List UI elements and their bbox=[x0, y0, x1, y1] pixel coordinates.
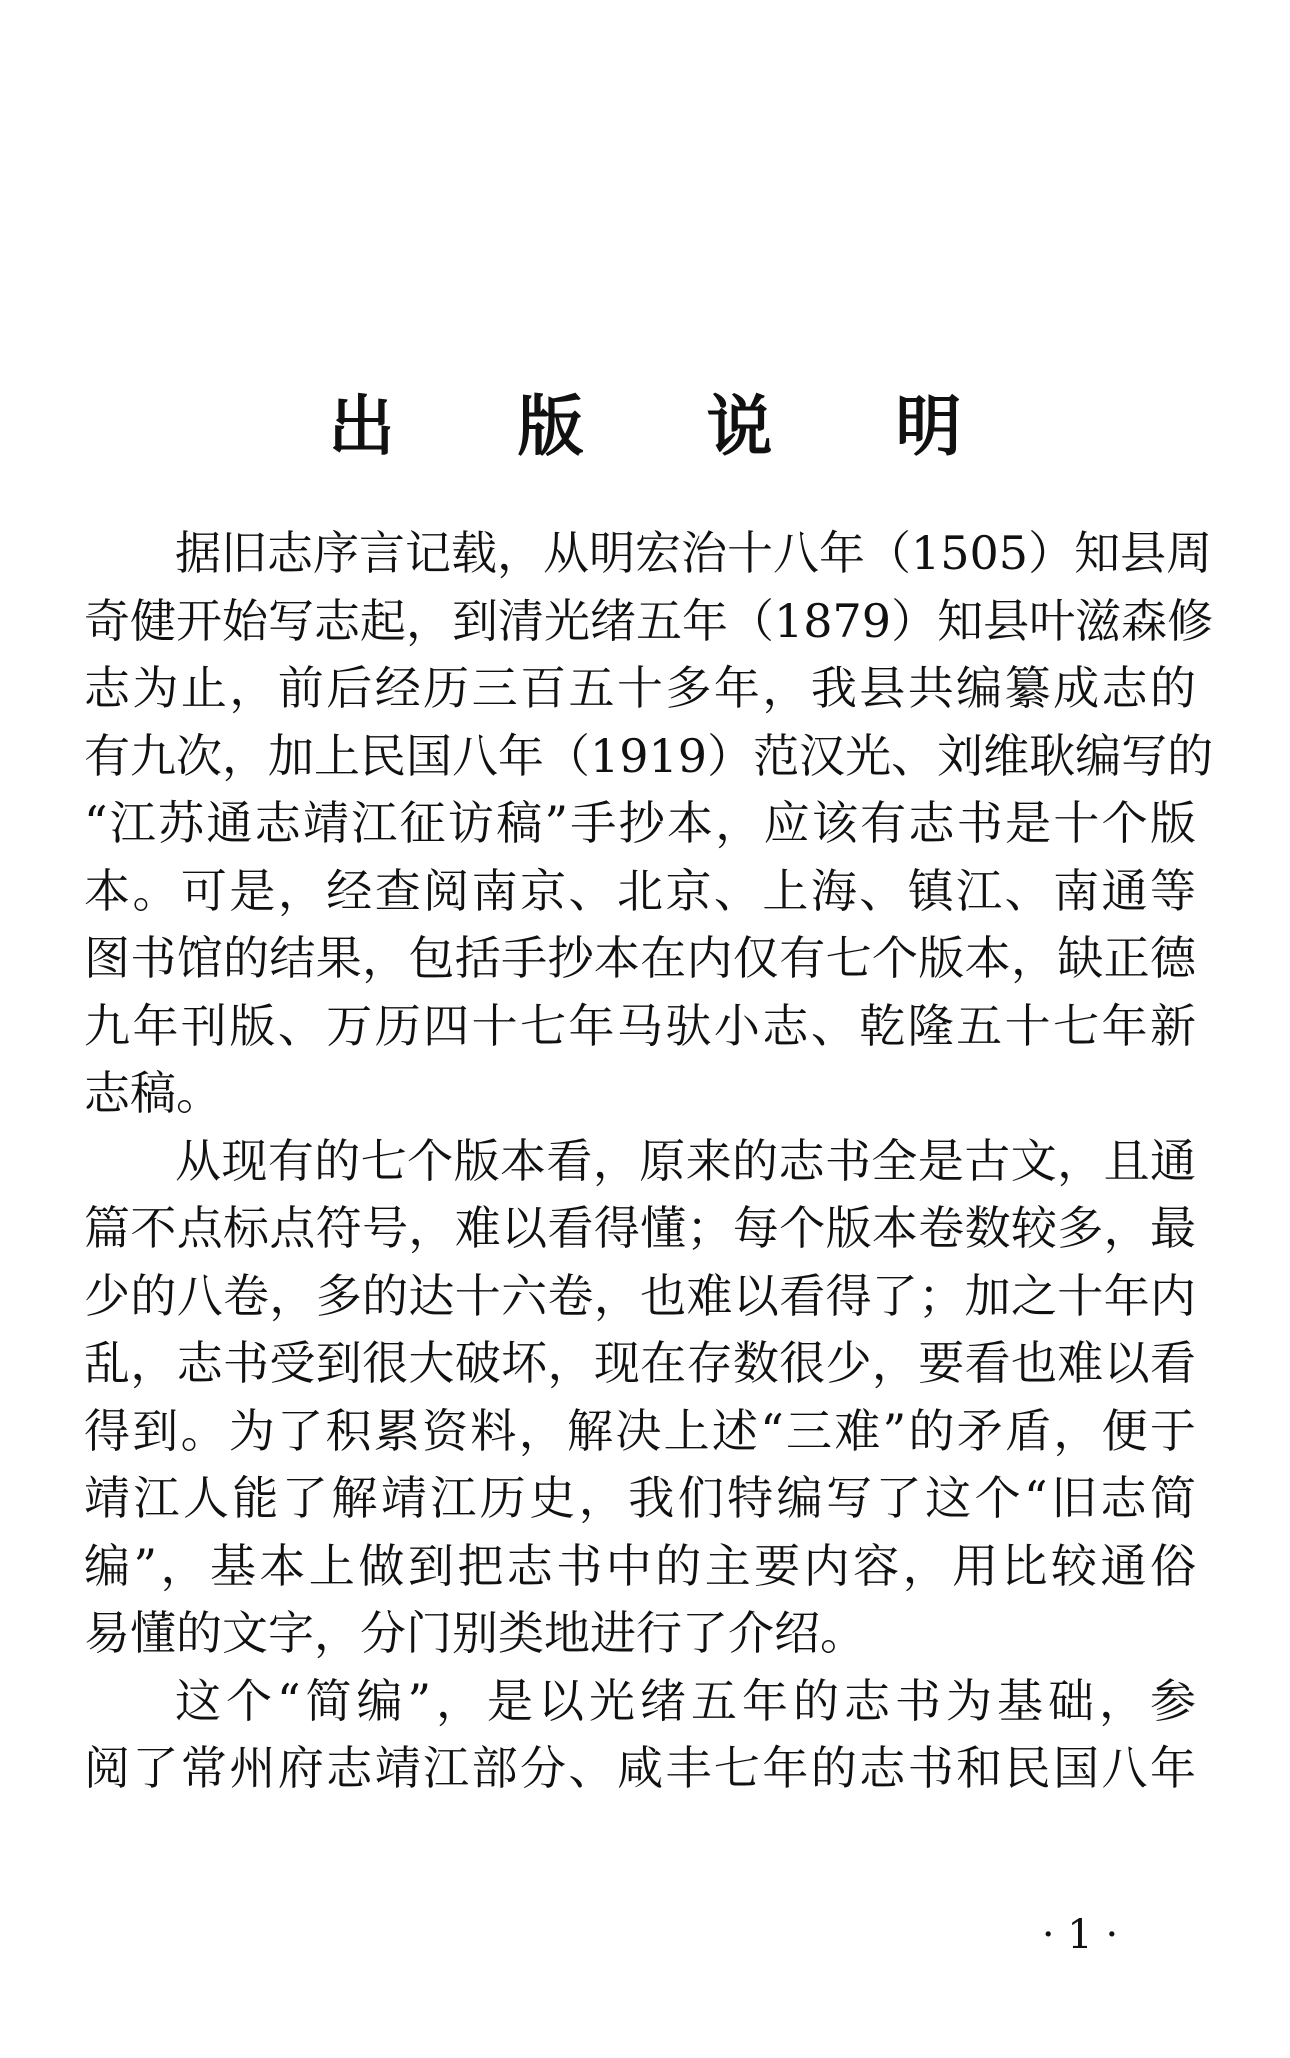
paragraph-1-line-2: 奇健开始写志起，到清光绪五年（1879）知县叶滋森修 bbox=[84, 593, 1214, 648]
paragraph-1-line-7: 图书馆的结果，包括手抄本在内仅有七个版本，缺正德 bbox=[84, 931, 1196, 985]
page-number: · 1 · bbox=[1041, 1912, 1119, 1958]
paragraph-3-line-2: 阅了常州府志靖江部分、咸丰七年的志书和民国八年 bbox=[84, 1741, 1196, 1795]
paragraph-1-line-5: “江苏通志靖江征访稿”手抄本，应该有志书是十个版 bbox=[84, 796, 1196, 850]
paragraph-2-line-7: 编”，基本上做到把志书中的主要内容，用比较通俗 bbox=[84, 1538, 1196, 1593]
paragraph-2-line-5: 得到。为了积累资料，解决上述“三难”的矛盾，便于 bbox=[84, 1403, 1196, 1458]
paragraph-2-line-1: 从现有的七个版本看，原来的志书全是古文，且通 bbox=[175, 1133, 1196, 1188]
page-title: 出 版 说 明 bbox=[328, 388, 1012, 465]
paragraph-2-line-4: 乱，志书受到很大破坏，现在存数很少，要看也难以看 bbox=[84, 1336, 1196, 1390]
paragraph-2-line-3: 少的八卷，多的达十六卷，也难以看得了；加之十年内 bbox=[84, 1268, 1196, 1323]
paragraph-1-line-6: 本。可是，经查阅南京、北京、上海、镇江、南通等 bbox=[84, 863, 1196, 918]
paragraph-2-line-8: 易懂的文字，分门别类地进行了介绍。 bbox=[84, 1606, 866, 1660]
paragraph-1-line-3: 志为止，前后经历三百五十多年，我县共编纂成志的 bbox=[84, 661, 1196, 715]
paragraph-2-line-6: 靖江人能了解靖江历史，我们特编写了这个“旧志简 bbox=[84, 1471, 1196, 1525]
paragraph-2-line-2: 篇不点标点符号，难以看得懂；每个版本卷数较多，最 bbox=[84, 1201, 1196, 1255]
paragraph-1-line-4: 有九次，加上民国八年（1919）范汉光、刘维耿编写的 bbox=[84, 728, 1214, 783]
paragraph-1-line-9: 志稿。 bbox=[84, 1066, 222, 1120]
paragraph-3-line-1: 这个“简编”，是以光绪五年的志书为基础，参 bbox=[175, 1673, 1196, 1728]
paragraph-1-line-1: 据旧志序言记载，从明宏治十八年（1505）知县周 bbox=[175, 526, 1213, 580]
paragraph-1-line-8: 九年刊版、万历四十七年马驮小志、乾隆五十七年新 bbox=[84, 998, 1196, 1053]
